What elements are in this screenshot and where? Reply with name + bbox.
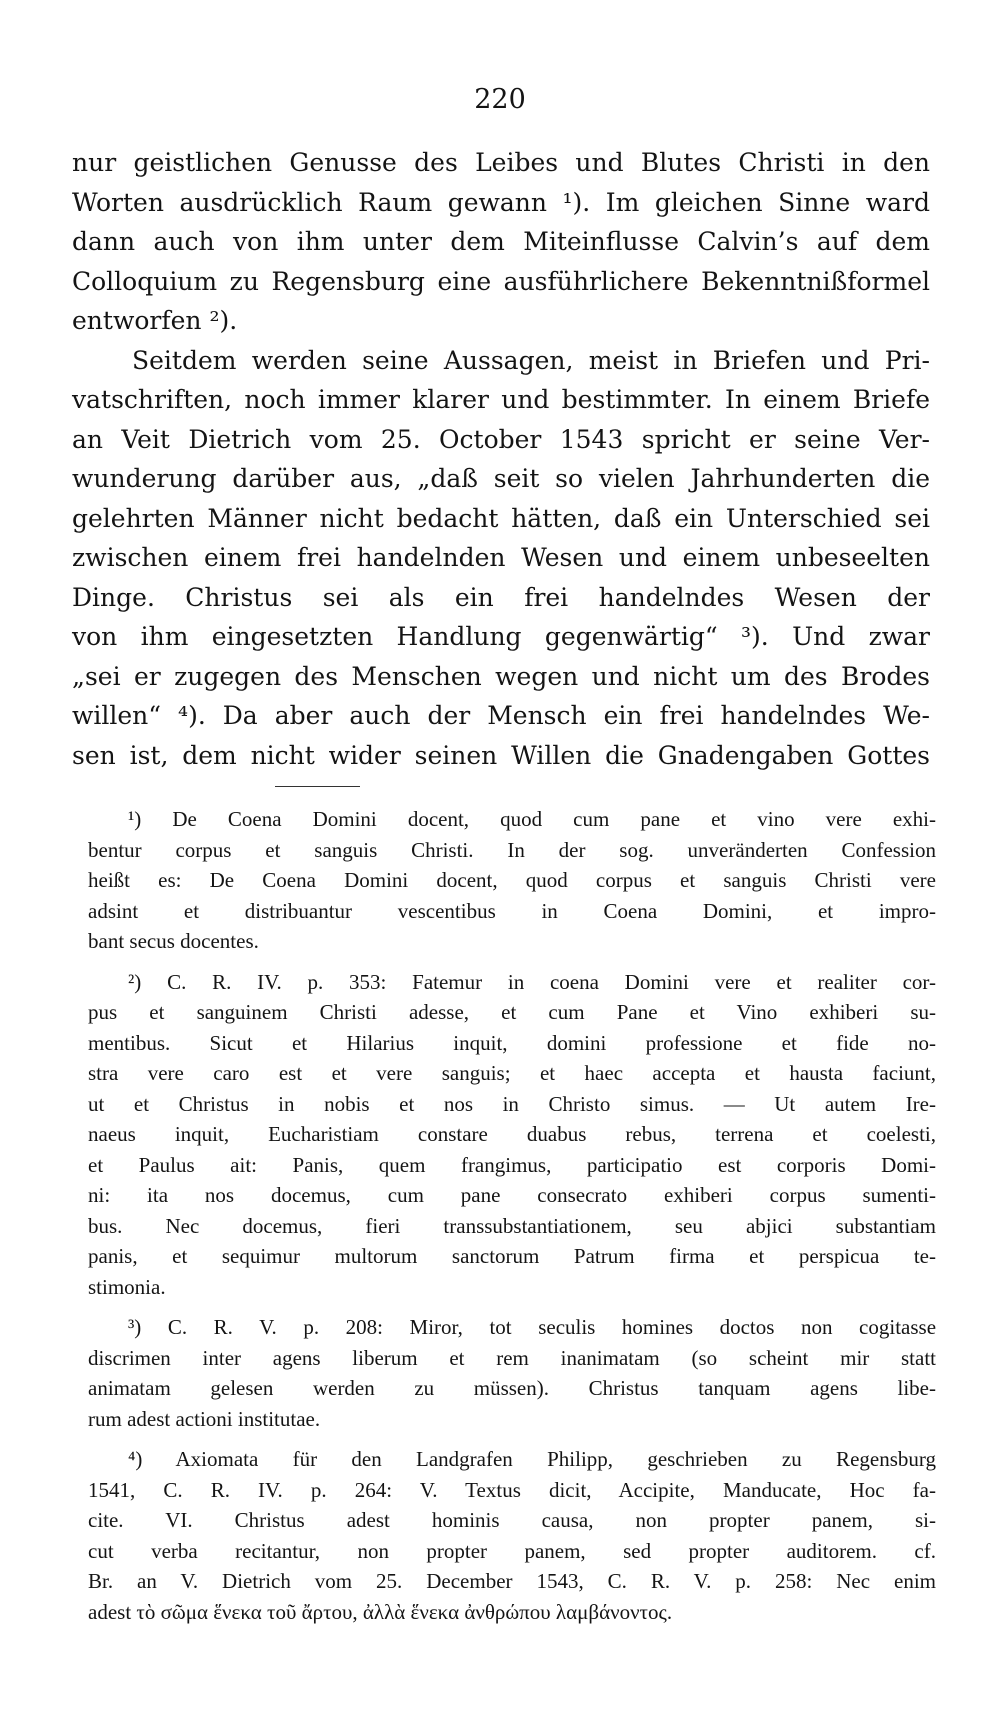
footnote-marker: ³) <box>128 1315 142 1339</box>
footnote-line: mentibus. Sicut et Hilarius inquit, domini professione et fide no- <box>88 1030 936 1055</box>
footnotes <box>88 804 936 1637</box>
body-line: entworfen ²). <box>72 306 238 335</box>
body-line: von ihm eingesetzten Handlung gegenwärtig“ ³). Und zwar <box>72 622 930 651</box>
footnote-line: ³) C. R. V. p. 208: Miror, tot seculis homines doctos non cogitasse <box>128 1315 937 1339</box>
footnote-line: 1541, C. R. IV. p. 264: V. Textus dicit, Accipite, Manducate, Hoc fa- <box>88 1477 936 1502</box>
body-line: dann auch von ihm unter dem Miteinflusse Calvin’s auf dem <box>72 227 930 256</box>
footnote-line: animatam gelesen werden zu müssen). Christus tanquam agens libe- <box>88 1376 936 1400</box>
body-line: wunderung darüber aus, „daß seit so vielen Jahrhunderten die <box>72 464 930 493</box>
footnote-line: bentur corpus et sanguis Christi. In der sog. unveränderten Confession <box>88 837 936 862</box>
footnote-line: adest τὸ σῶμα ἕνεκα τοῦ ἄρτου, ἀλλὰ ἕνεκα ἀνθρώπου λαμβάνοντος. <box>88 1599 673 1624</box>
footnote-line: bant secus docentes. <box>88 929 259 953</box>
body-line: sen ist, dem nicht wider seinen Willen die Gnadengaben Gottes <box>72 740 930 770</box>
footnote-marker: ²) <box>128 969 142 994</box>
body-line: Dinge. Christus sei als ein frei handelndes Wesen der <box>72 582 930 612</box>
footnote-3 <box>88 1312 936 1434</box>
body-line: Seitdem werden seine Aussagen, meist in Briefen und Pri- <box>132 345 930 375</box>
body-line: an Veit Dietrich vom 25. October 1543 spricht er seine Ver- <box>72 424 930 454</box>
footnote-line: ut et Christus in nobis et nos in Christo simus. — Ut autem Ire- <box>88 1091 936 1116</box>
footnote-separator <box>275 786 360 787</box>
footnote-line: stra vere caro est et vere sanguis; et haec accepta et hausta faciunt, <box>88 1061 936 1085</box>
body-line: willen“ ⁴). Da aber auch der Mensch ein frei handelndes We- <box>72 701 930 730</box>
footnote-line: stimonia. <box>88 1274 166 1299</box>
footnote-4 <box>88 1444 936 1627</box>
footnote-line: Br. an V. Dietrich vom 25. December 1543, C. R. V. p. 258: Nec enim <box>88 1569 936 1593</box>
footnote-line: ⁴) Axiomata für den Landgrafen Philipp, geschrieben zu Regensburg <box>128 1447 936 1471</box>
footnote-line: ¹) De Coena Domini docent, quod cum pane et vino vere exhi- <box>128 807 936 831</box>
footnote-line: panis, et sequimur multorum sanctorum Patrum firma et perspicua te- <box>88 1244 936 1268</box>
body-line: nur geistlichen Genusse des Leibes und Blutes Christi in den <box>72 148 930 177</box>
footnote-line: cite. VI. Christus adest hominis causa, non propter panem, si- <box>88 1508 936 1532</box>
footnote-line: ²) C. R. IV. p. 353: Fatemur in coena Domini vere et realiter cor- <box>128 969 936 994</box>
footnote-line: heißt es: De Coena Domini docent, quod corpus et sanguis Christi vere <box>88 868 936 892</box>
page-number: 220 <box>474 84 526 115</box>
footnote-1 <box>88 804 936 957</box>
footnote-line: naeus inquit, Eucharistiam constare duabus rebus, terrena et coelesti, <box>88 1122 936 1146</box>
footnote-2 <box>88 967 936 1303</box>
body-line: zwischen einem frei handelnden Wesen und einem unbeseelten <box>72 543 930 572</box>
body-text <box>72 143 930 775</box>
footnote-line: et Paulus ait: Panis, quem frangimus, participatio est corporis Domi- <box>88 1152 936 1177</box>
footnote-line: cut verba recitantur, non propter panem, sed propter auditorem. cf. <box>88 1538 936 1563</box>
footnote-marker: ⁴) <box>128 1447 143 1471</box>
body-line: vatschriften, noch immer klarer und bestimmter. In einem Briefe <box>72 385 930 414</box>
footnote-line: adsint et distribuantur vescentibus in Coena Domini, et impro- <box>88 898 936 923</box>
body-line: Colloquium zu Regensburg eine ausführlichere Bekenntnißformel <box>72 266 930 296</box>
footnote-line: pus et sanguinem Christi adesse, et cum Pane et Vino exhiberi su- <box>88 1000 936 1024</box>
footnote-line: bus. Nec docemus, fieri transsubstantiationem, seu abjici substantiam <box>88 1213 936 1238</box>
body-line: „sei er zugegen des Menschen wegen und nicht um des Brodes <box>72 661 930 691</box>
footnote-marker: ¹) <box>128 807 142 831</box>
footnote-line: discrimen inter agens liberum et rem inanimatam (so scheint mir statt <box>88 1345 936 1370</box>
footnote-line: rum adest actioni institutae. <box>88 1406 321 1431</box>
body-line: Worten ausdrücklich Raum gewann ¹). Im gleichen Sinne ward <box>72 187 930 217</box>
footnote-line: ni: ita nos docemus, cum pane consecrato exhiberi corpus sumenti- <box>88 1183 936 1207</box>
body-line: gelehrten Männer nicht bedacht hätten, daß ein Unterschied sei <box>72 503 930 533</box>
